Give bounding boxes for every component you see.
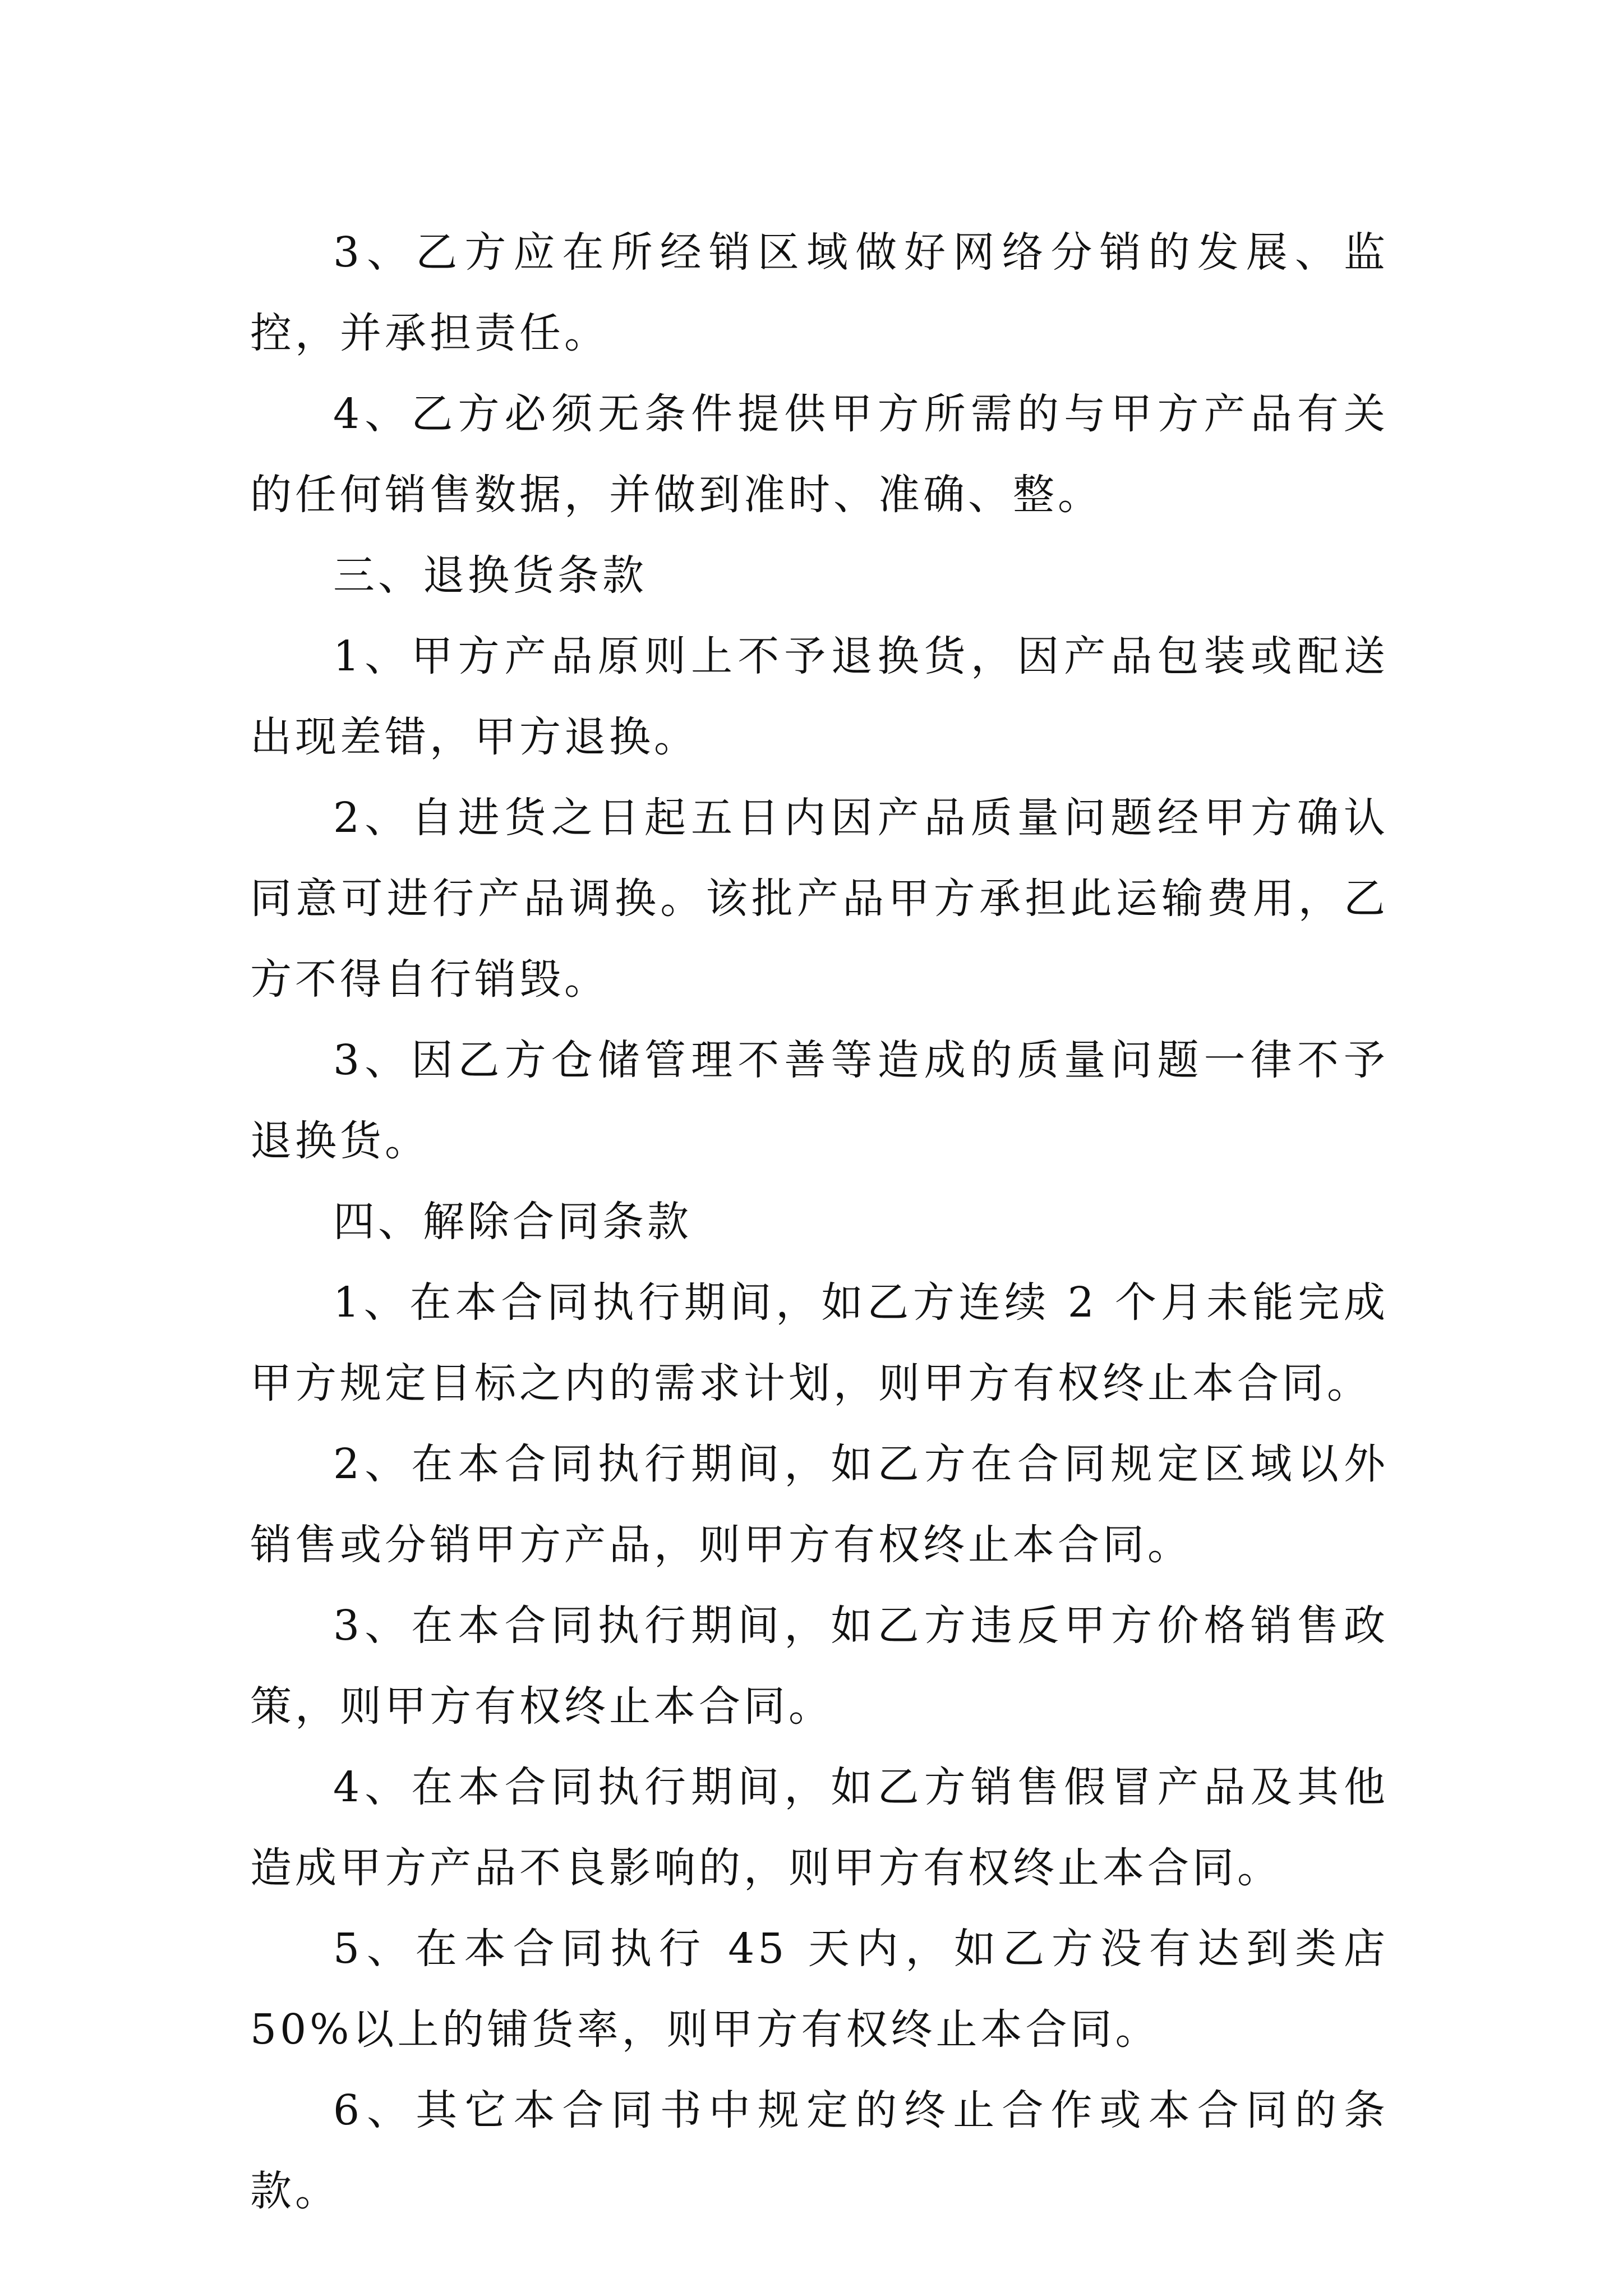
paragraph-2-4: 4、乙方必须无条件提供甲方所需的与甲方产品有关的任何销售数据，并做到准时、准确、整。 <box>250 390 1389 519</box>
section-heading-termination: 四、解除合同条款 <box>333 1198 692 1246</box>
paragraph-3-1: 1、甲方产品原则上不予退换货，因产品包装或配送出现差错，甲方退换。 <box>250 632 1389 761</box>
paragraph-3-3: 3、因乙方仓储管理不善等造成的质量问题一律不予退换货。 <box>250 1036 1389 1165</box>
paragraph-4-2: 2、在本合同执行期间，如乙方在合同规定区域以外销售或分销甲方产品，则甲方有权终止本合同。 <box>250 1440 1389 1569</box>
document-body <box>250 212 1389 2231</box>
paragraph-2-3: 3、乙方应在所经销区域做好网络分销的发展、监控，并承担责任。 <box>250 228 1389 357</box>
paragraph-4-5: 5、在本合同执行 45 天内，如乙方没有达到类店 50%以上的铺货率，则甲方有权终止本合同。 <box>250 1925 1389 2054</box>
paragraph-4-6: 6、其它本合同书中规定的终止合作或本合同的条款。 <box>250 2086 1389 2215</box>
paragraph-3-2: 2、自进货之日起五日内因产品质量问题经甲方确认同意可进行产品调换。该批产品甲方承担此运输费用，乙方不得自行销毁。 <box>250 794 1389 1004</box>
section-heading-returns: 三、退换货条款 <box>333 551 647 600</box>
paragraph-4-4: 4、在本合同执行期间，如乙方销售假冒产品及其他造成甲方产品不良影响的，则甲方有权终止本合同。 <box>250 1763 1389 1892</box>
paragraph-4-1: 1、在本合同执行期间，如乙方连续 2 个月未能完成甲方规定目标之内的需求计划，则甲方有权终止本合同。 <box>250 1278 1389 1407</box>
paragraph-4-3: 3、在本合同执行期间，如乙方违反甲方价格销售政策，则甲方有权终止本合同。 <box>250 1602 1389 1731</box>
